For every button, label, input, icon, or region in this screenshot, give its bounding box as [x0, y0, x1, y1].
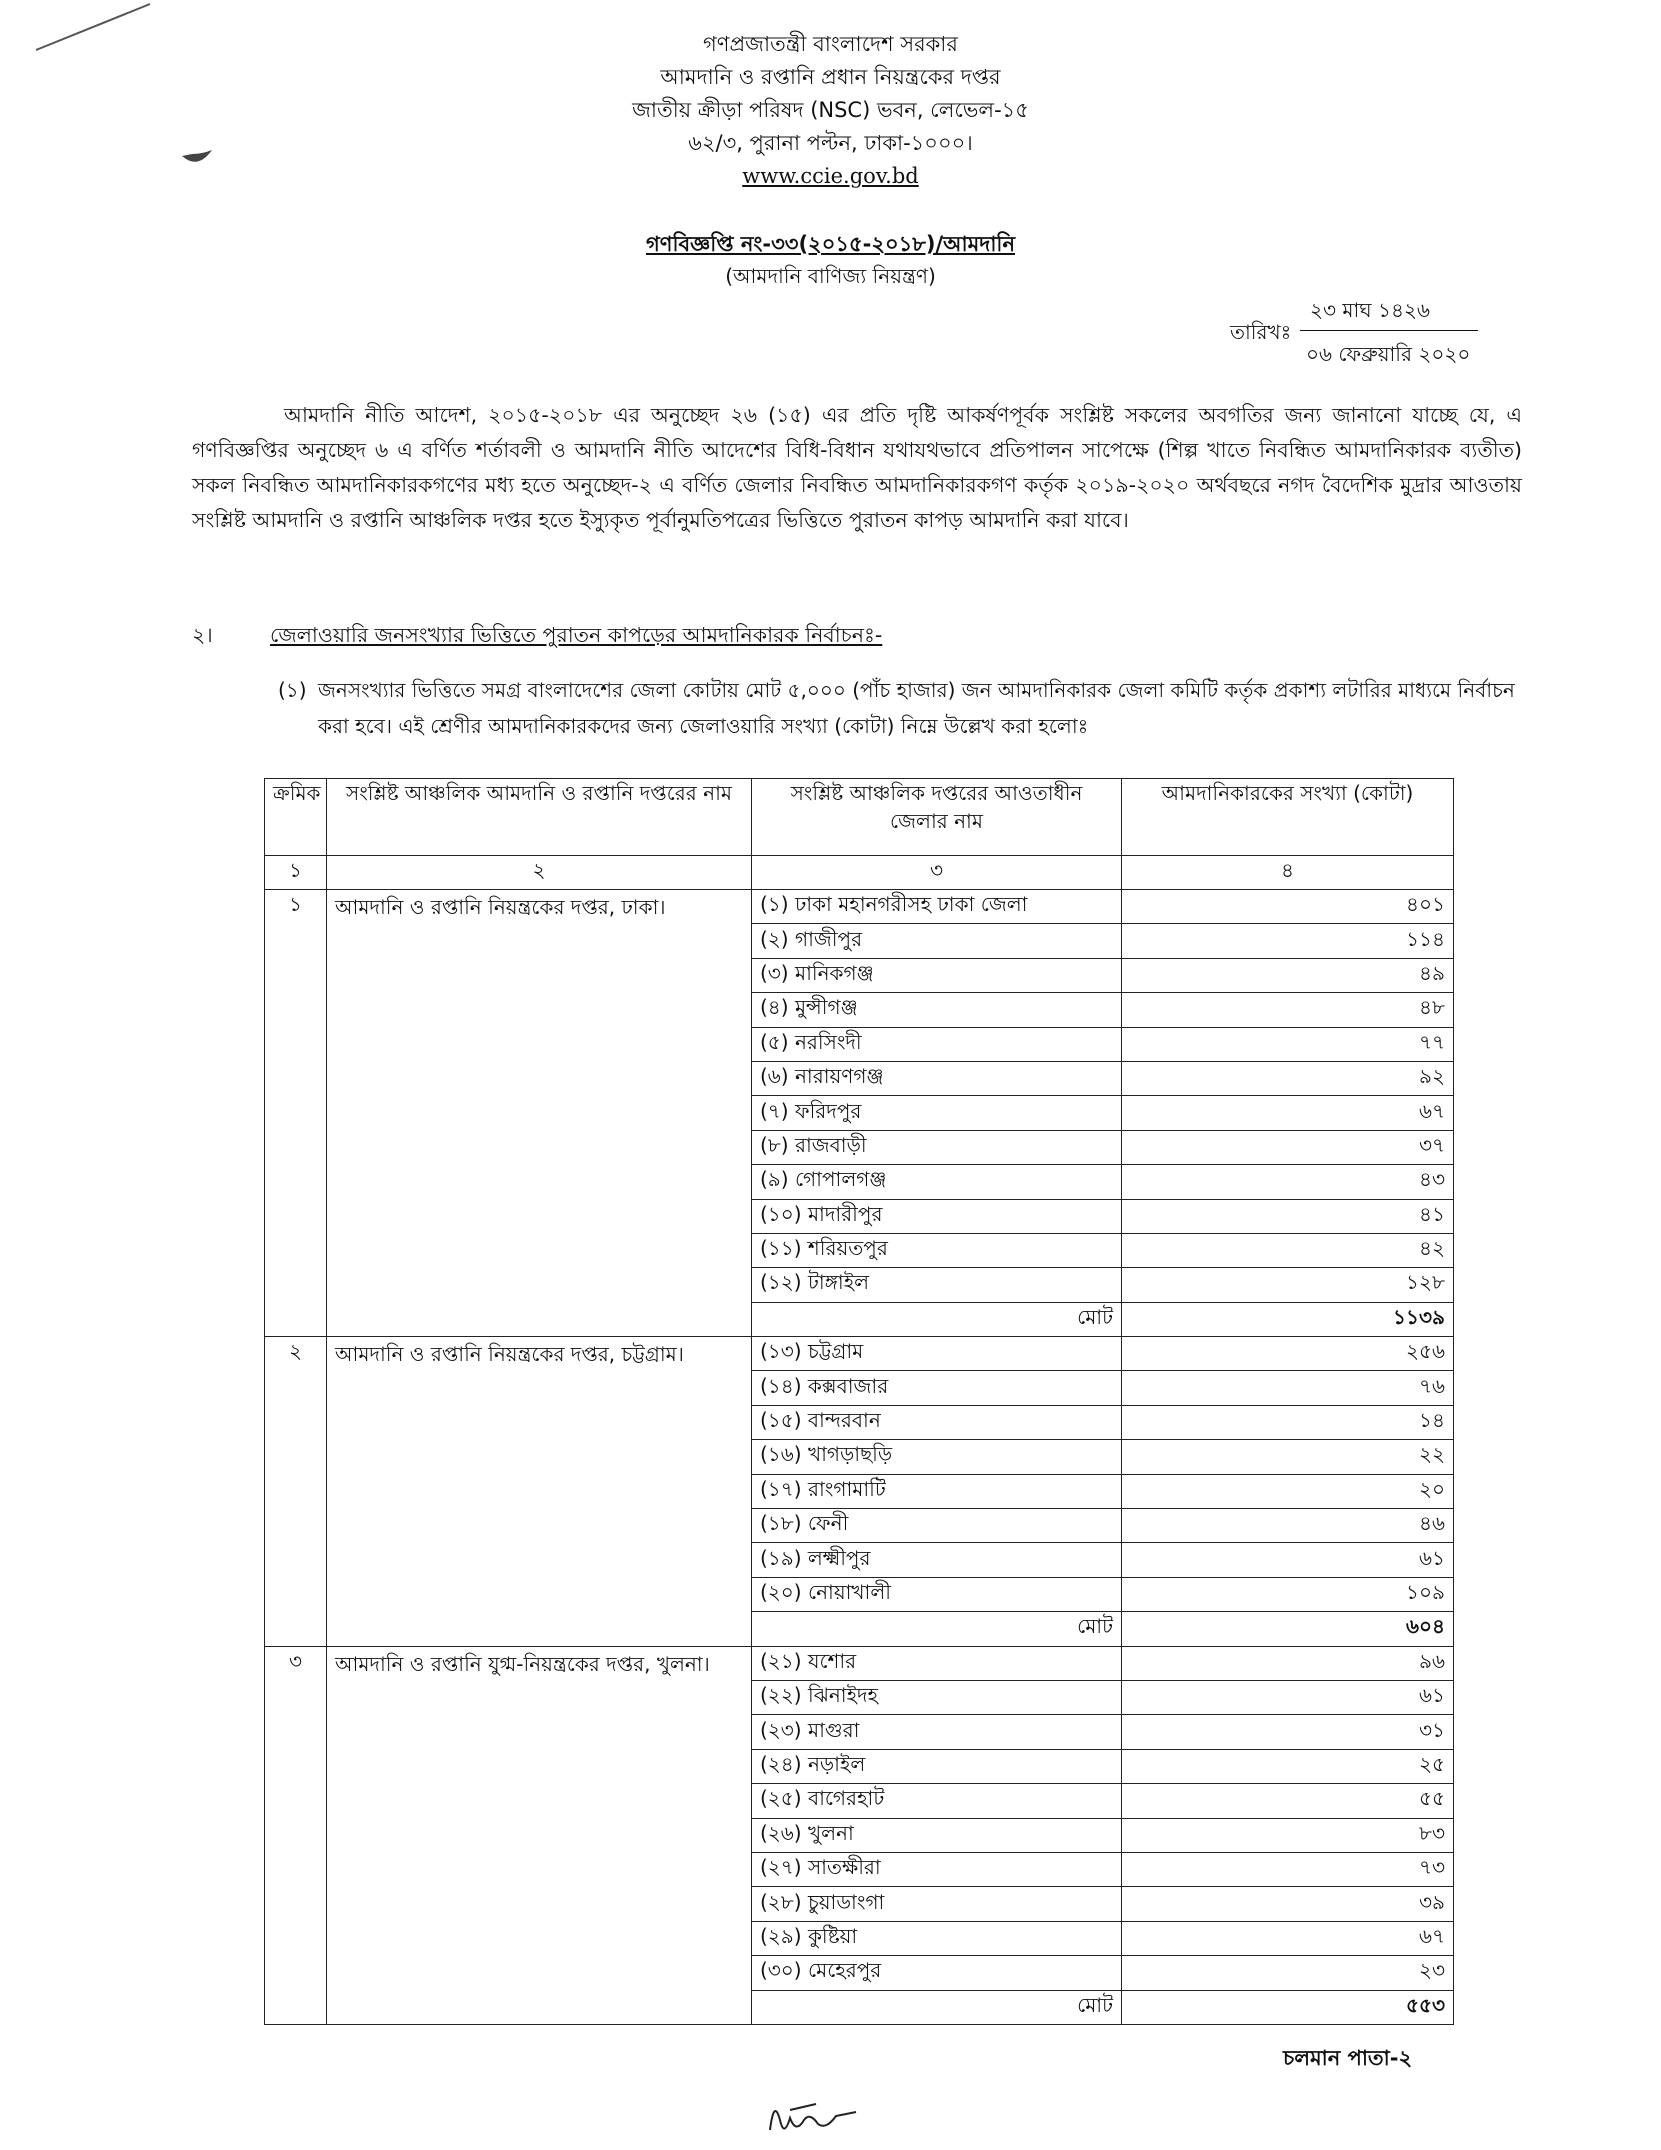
- quota-cell: ২৩: [1122, 1956, 1454, 1990]
- quota-cell: ১১৪: [1122, 924, 1454, 958]
- section-title: জেলাওয়ারি জনসংখ্যার ভিত্তিতে পুরাতন কাপড়ের আমদানিকারক নির্বাচনঃ-: [270, 623, 883, 647]
- header-quota: আমদানিকারকের সংখ্যা (কোটা): [1122, 779, 1454, 856]
- quota-cell: ৪০১: [1122, 890, 1454, 924]
- quota-cell: ১২৮: [1122, 1268, 1454, 1302]
- quota-cell: ৩৭: [1122, 1130, 1454, 1164]
- district-cell: (১১) শরিয়তপুর: [752, 1233, 1122, 1267]
- district-cell: (২২) ঝিনাইদহ: [752, 1680, 1122, 1714]
- district-cell: (২) গাজীপুর: [752, 924, 1122, 958]
- quota-cell: ৯২: [1122, 1061, 1454, 1095]
- section-number: ২।: [192, 623, 213, 647]
- index-cell: ২: [327, 856, 752, 890]
- district-cell: (১৫) বান্দরবান: [752, 1405, 1122, 1439]
- quota-cell: ১৪: [1122, 1405, 1454, 1439]
- quota-cell: ২০: [1122, 1474, 1454, 1508]
- intro-paragraph: আমদানি নীতি আদেশ, ২০১৫-২০১৮ এর অনুচ্ছেদ ২৬ (১৫) এর প্রতি দৃষ্টি আকর্ষণপূর্বক সংশ্লিষ্ট সকলের অবগতির জন্য জানানো যাচ্ছে যে, এ গণবিজ্ঞপ্তির অনুচ্ছেদ ৬ এ বর্ণিত শর্তাবলী ও আমদানি নীতি আদেশের বিধি-বিধান যথাযথভাবে প্রতিপালন সাপেক্ষে (শিল্প খাতে নিবন্ধিত আমদানিকারক ব্যতীত) সকল নিবন্ধিত আমদানিকারকগণের মধ্য হতে অনুচ্ছেদ-২ এ বর্ণিত জেলার নিবন্ধিত আমদানিকারকগণ কর্তৃক ২০১৯-২০২০ অর্থবছরে নগদ বৈদেশিক মুদ্রার আওতায় সংশ্লিষ্ট আমদানি ও রপ্তানি আঞ্চলিক দপ্তর হতে ইস্যুকৃত পূর্বানুমতিপত্রের ভিত্তিতে পুরাতন কাপড় আমদানি করা যাবে।: [192, 403, 1522, 532]
- sub-clause-text: জনসংখ্যার ভিত্তিতে সমগ্র বাংলাদেশের জেলা কোটায় মোট ৫,০০০ (পাঁচ হাজার) জন আমদানিকারক জেলা কমিটি কর্তৃক প্রকাশ্য লটারির মাধ্যমে নির্বাচন করা হবে। এই শ্রেণীর আমদানিকারকদের জন্য জেলাওয়ারি সংখ্যা (কোটা) নিম্নে উল্লেখ করা হলোঃ: [318, 678, 1515, 738]
- total-value: ১১৩৯: [1122, 1302, 1454, 1336]
- district-cell: (১৬) খাগড়াছড়ি: [752, 1440, 1122, 1474]
- column-index-row: [265, 856, 1454, 890]
- district-cell: (৭) ফরিদপুর: [752, 1096, 1122, 1130]
- district-cell: (২৩) মাগুরা: [752, 1715, 1122, 1749]
- date-block: [1230, 296, 1500, 374]
- district-cell: (১৪) কক্সবাজার: [752, 1371, 1122, 1405]
- district-cell: (২৮) চুয়াডাংগা: [752, 1887, 1122, 1921]
- district-cell: (১৩) চট্টগ্রাম: [752, 1337, 1122, 1371]
- district-cell: (৬) নারায়ণগঞ্জ: [752, 1061, 1122, 1095]
- serial-cell: ২: [265, 1337, 327, 1647]
- office-cell: আমদানি ও রপ্তানি যুগ্ম-নিয়ন্ত্রকের দপ্তর, খুলনা।: [327, 1646, 752, 2024]
- quota-cell: ৮৩: [1122, 1818, 1454, 1852]
- quota-cell: ৪৯: [1122, 958, 1454, 992]
- total-value: ৬০৪: [1122, 1612, 1454, 1646]
- office-address: ৬২/৩, পুরানা পল্টন, ঢাকা-১০০০।: [688, 131, 973, 155]
- total-value: ৫৫৩: [1122, 1990, 1454, 2024]
- quota-table: [264, 778, 1454, 2025]
- quota-cell: ৪২: [1122, 1233, 1454, 1267]
- quota-cell: ৭৬: [1122, 1371, 1454, 1405]
- index-cell: ৩: [752, 856, 1122, 890]
- index-cell: ১: [265, 856, 327, 890]
- district-cell: (২৬) খুলনা: [752, 1818, 1122, 1852]
- header-district: সংশ্লিষ্ট আঞ্চলিক দপ্তরের আওতাধীন জেলার নাম: [752, 779, 1122, 856]
- quota-cell: ৪১: [1122, 1199, 1454, 1233]
- quota-cell: ৪৩: [1122, 1165, 1454, 1199]
- total-label: মোট: [752, 1612, 1122, 1646]
- quota-cell: ৬১: [1122, 1680, 1454, 1714]
- quota-cell: ৬৭: [1122, 1921, 1454, 1955]
- quota-cell: ৭৭: [1122, 1027, 1454, 1061]
- district-cell: (১৭) রাংগামাটি: [752, 1474, 1122, 1508]
- table-row: [265, 1646, 1454, 1680]
- district-cell: (৩০) মেহেরপুর: [752, 1956, 1122, 1990]
- quota-cell: ৬৭: [1122, 1096, 1454, 1130]
- district-cell: (১৯) লক্ষ্মীপুর: [752, 1543, 1122, 1577]
- quota-table-body: [265, 890, 1454, 2025]
- handwritten-signature: [760, 2090, 870, 2148]
- quota-cell: ৭৩: [1122, 1852, 1454, 1886]
- date-label: তারিখঃ: [1230, 320, 1292, 344]
- quota-cell: ৪৮: [1122, 993, 1454, 1027]
- district-cell: (১২) টাঙ্গাইল: [752, 1268, 1122, 1302]
- district-cell: (২৫) বাগেরহাট: [752, 1784, 1122, 1818]
- district-cell: (২৯) কুষ্টিয়া: [752, 1921, 1122, 1955]
- quota-cell: ৩১: [1122, 1715, 1454, 1749]
- quota-cell: ৩৯: [1122, 1887, 1454, 1921]
- website-link[interactable]: www.ccie.gov.bd: [742, 164, 919, 188]
- quota-cell: ৪৬: [1122, 1509, 1454, 1543]
- date-divider: [1300, 330, 1478, 331]
- continued-page-note: চলমান পাতা-২: [1283, 2046, 1413, 2070]
- district-cell: (৮) রাজবাড়ী: [752, 1130, 1122, 1164]
- quota-cell: ৯৬: [1122, 1646, 1454, 1680]
- office-name: আমদানি ও রপ্তানি প্রধান নিয়ন্ত্রকের দপ্তর: [660, 65, 1001, 89]
- quota-cell: ৫৫: [1122, 1784, 1454, 1818]
- district-cell: (২৭) সাতক্ষীরা: [752, 1852, 1122, 1886]
- header-serial: ক্রমিক: [265, 779, 327, 856]
- table-header-row: [265, 779, 1454, 856]
- office-cell: আমদানি ও রপ্তানি নিয়ন্ত্রকের দপ্তর, চট্টগ্রাম।: [327, 1337, 752, 1647]
- govt-name: গণপ্রজাতন্ত্রী বাংলাদেশ সরকার: [703, 32, 958, 56]
- date-bangla: ২৩ মাঘ ১৪২৬: [1310, 298, 1430, 322]
- serial-cell: ৩: [265, 1646, 327, 2024]
- district-cell: (১) ঢাকা মহানগরীসহ ঢাকা জেলা: [752, 890, 1122, 924]
- district-cell: (৯) গোপালগঞ্জ: [752, 1165, 1122, 1199]
- district-cell: (১৮) ফেনী: [752, 1509, 1122, 1543]
- header-office: সংশ্লিষ্ট আঞ্চলিক আমদানি ও রপ্তানি দপ্তরের নাম: [327, 779, 752, 856]
- district-cell: (৪) মুন্সীগঞ্জ: [752, 993, 1122, 1027]
- district-cell: (২১) যশোর: [752, 1646, 1122, 1680]
- serial-cell: ১: [265, 890, 327, 1337]
- quota-cell: ২২: [1122, 1440, 1454, 1474]
- office-cell: আমদানি ও রপ্তানি নিয়ন্ত্রকের দপ্তর, ঢাকা।: [327, 890, 752, 1337]
- district-cell: (১০) মাদারীপুর: [752, 1199, 1122, 1233]
- quota-cell: ২৫৬: [1122, 1337, 1454, 1371]
- date-english: ০৬ ফেব্রুয়ারি ২০২০: [1306, 342, 1471, 366]
- notice-subtitle: (আমদানি বাণিজ্য নিয়ন্ত্রণ): [725, 264, 936, 288]
- district-cell: (৫) নরসিংদী: [752, 1027, 1122, 1061]
- quota-cell: ৬১: [1122, 1543, 1454, 1577]
- district-cell: (৩) মানিকগঞ্জ: [752, 958, 1122, 992]
- index-cell: ৪: [1122, 856, 1454, 890]
- table-row: [265, 890, 1454, 924]
- table-row: [265, 1337, 1454, 1371]
- notice-title: গণবিজ্ঞপ্তি নং-৩৩(২০১৫-২০১৮)/আমদানি: [646, 232, 1015, 256]
- letterhead: [0, 28, 1661, 193]
- quota-cell: ১০৯: [1122, 1577, 1454, 1611]
- total-label: মোট: [752, 1990, 1122, 2024]
- quota-cell: ২৫: [1122, 1749, 1454, 1783]
- sub-clause-number: (১): [278, 678, 307, 702]
- district-cell: (২০) নোয়াখালী: [752, 1577, 1122, 1611]
- total-label: মোট: [752, 1302, 1122, 1336]
- district-cell: (২৪) নড়াইল: [752, 1749, 1122, 1783]
- office-building: জাতীয় ক্রীড়া পরিষদ (NSC) ভবন, লেভেল-১৫: [632, 98, 1029, 122]
